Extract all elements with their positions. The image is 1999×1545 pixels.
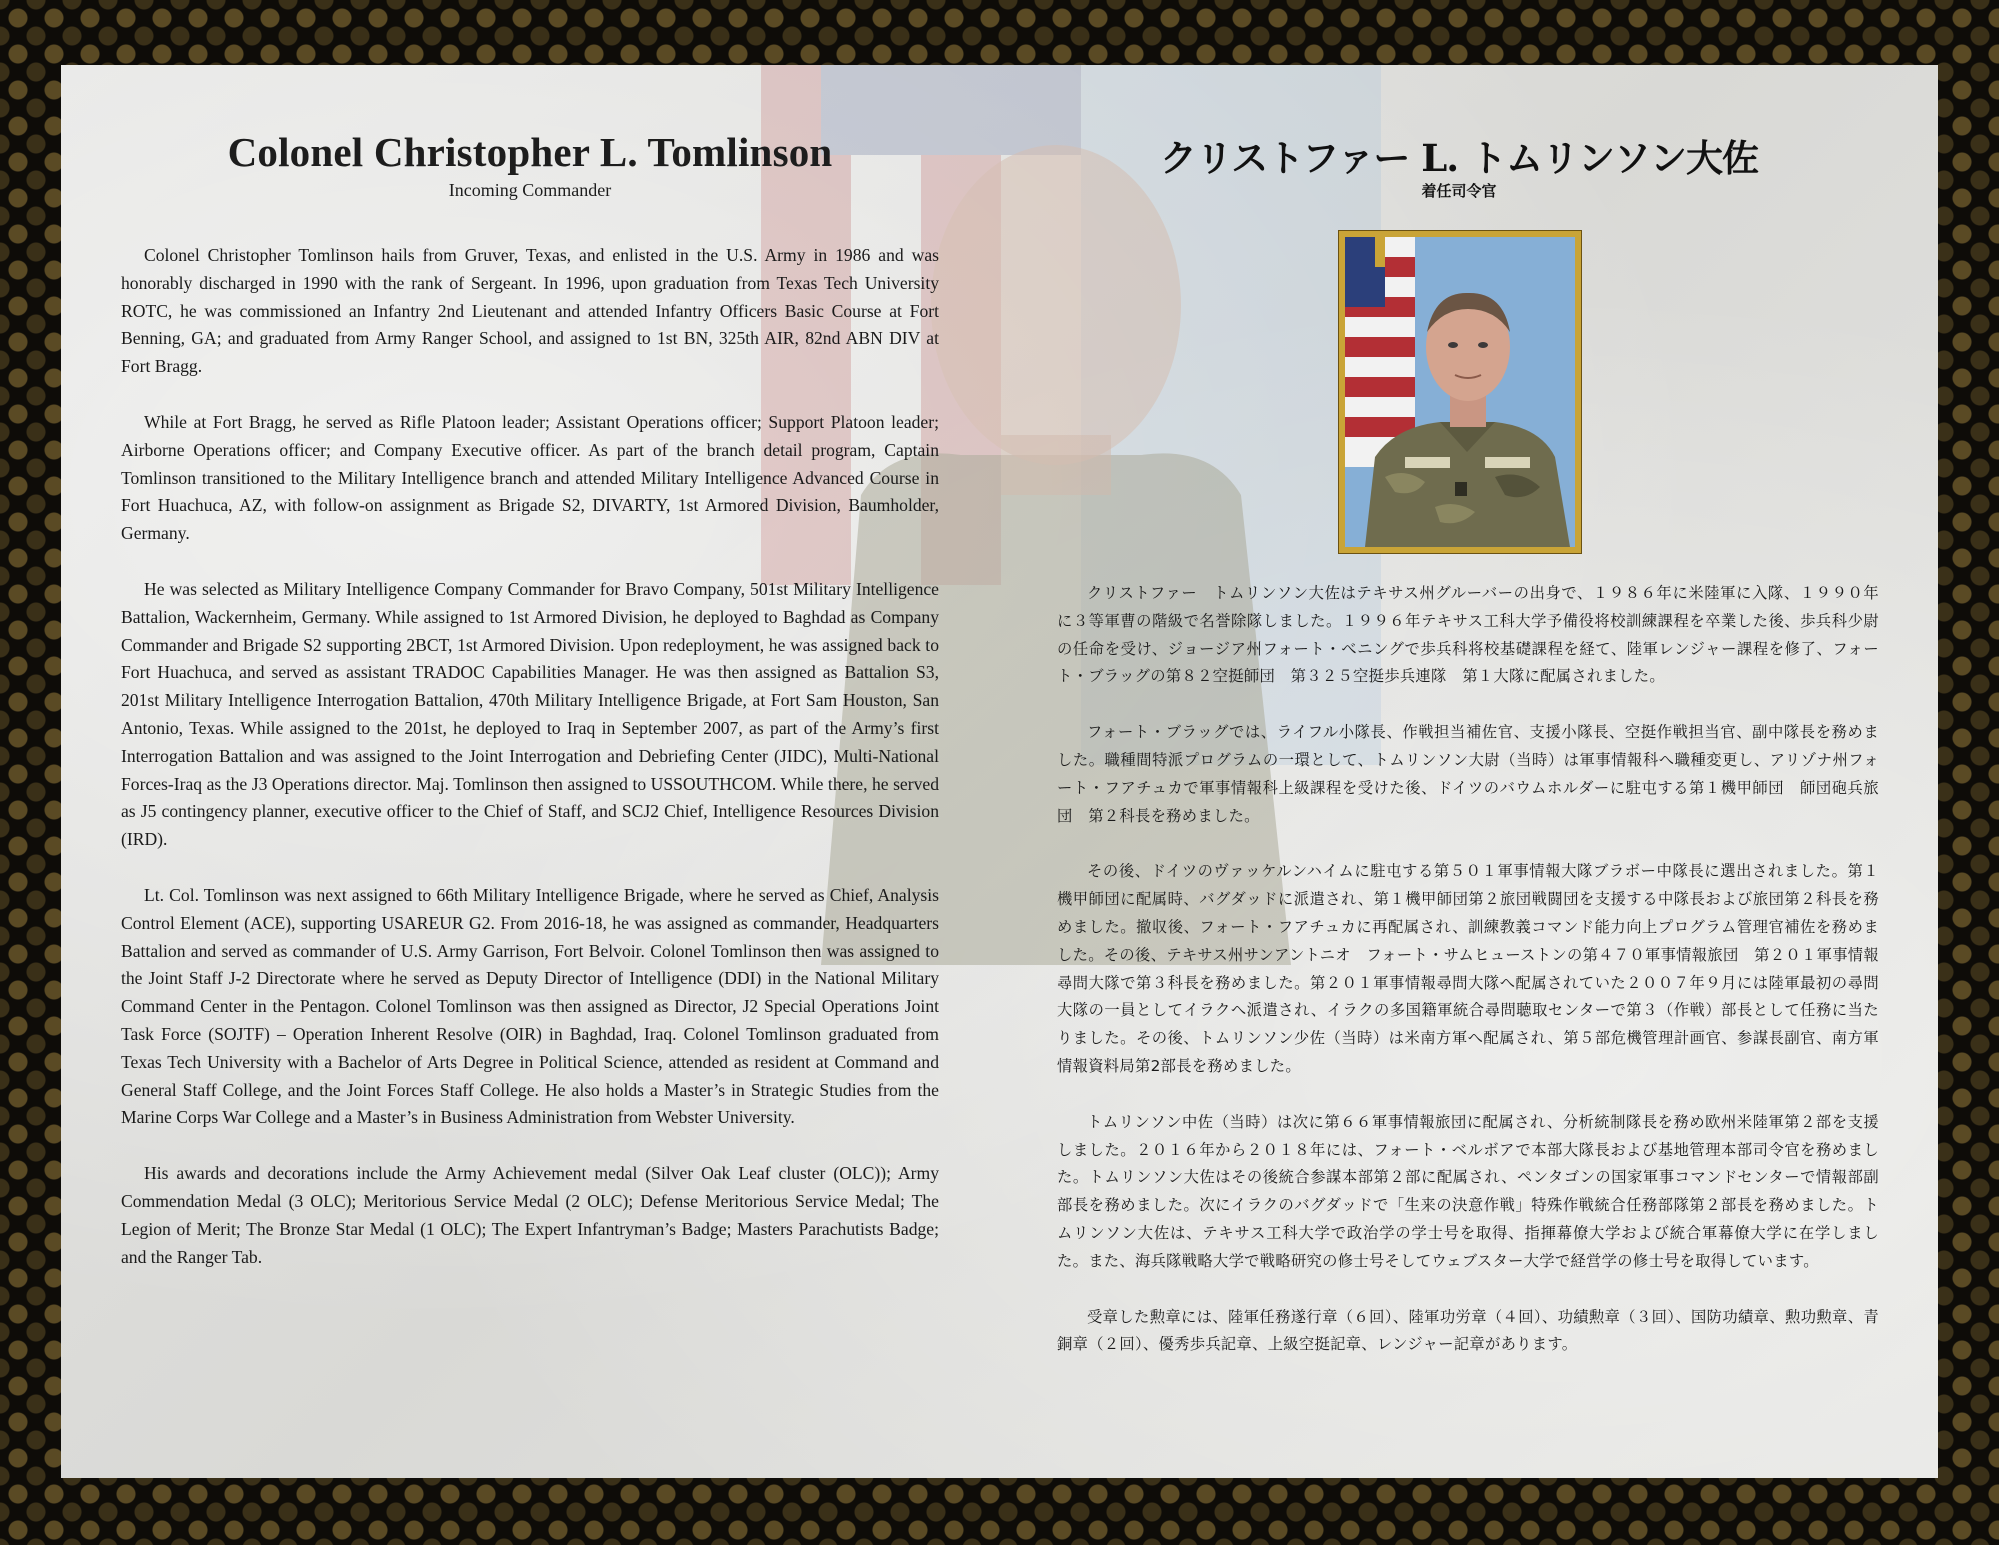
english-role-subtitle: Incoming Commander — [448, 180, 612, 200]
japanese-paragraph-3: その後、ドイツのヴァッケルンハイムに駐屯する第５０１軍事情報大隊ブラボー中隊長に選出されました。第１機甲師団に配属時、バグダッドに派遣され、第１機甲師団第２旅団戦闘団を支援する中隊長および旅団第２科長を務めました。撤収後、フォート・フアチュカに再配属され、訓練教義コマンド能力向上プログラム管理官補佐を務めました。その後、テキサス州サンアントニオ フォート・サムヒューストンの第４７０軍事情報旅団 第２０１軍事情報尋問大隊で第３科長を務めました。第２０１軍事情報尋問大隊へ配属されていた２００７年９月には陸軍最初の尋問大隊の一員としてイラクへ派遣され、イラクの多国籍軍統合尋問聴取センターで第３（作戦）部長として任務に当たりました。その後、トムリンソン少佐（当時）は米南方軍へ配属され、第５部危機管理計画官、参謀長副官、南方軍情報資料局第2部長を務めました。 — [1057, 862, 1879, 1075]
english-paragraph-3: He was selected as Military Intelligence Company Commander for Bravo Company, 501st Military Intelligence Battalion, Wackernheim, Germany. While assigned to 1st Armored Division, he deployed to Baghdad as Company Commander and Brigade S2 supporting 2BCT, 1st Armored Division. Upon redeployment, he was assigned back to Fort Huachuca, and served as assistant TRADOC Capabilities Manager. He was then assigned as Battalion S3, 201st Military Intelligence Interrogation Battalion, 470th Military Intelligence Brigade, at Fort Sam Houston, San Antonio, Texas. While assigned to the 201st, he deployed to Iraq in September 2007, as part of the Army’s first Interrogation Battalion and was assigned to the Joint Interrogation and Debriefing Center (JIDC), Multi-National Forces-Iraq as the J3 Operations director. Maj. Tomlinson then assigned to USSOUTHCOM. While there, he served as J5 contingency planner, executive officer to the Chief of Staff, and SCJ2 Chief, Intelligence Resources Division (IRD). — [121, 578, 939, 850]
portrait-image — [1345, 237, 1575, 547]
english-name-heading: Colonel Christopher L. Tomlinson — [227, 129, 833, 175]
english-paragraph-5: His awards and decorations include the Army Achievement medal (Silver Oak Leaf cluster (OLC)); Army Commendation Medal (3 OLC); Meritorious Service Medal (2 OLC); Defense Meritorious Service Medal; The Legion of Merit; The Bronze Star Medal (1 OLC); The Expert Infantryman’s Badge; Masters Parachutists Badge; and the Ranger Tab. — [121, 1163, 939, 1267]
paper-background — [61, 65, 1938, 1478]
english-paragraph-1: Colonel Christopher Tomlinson hails from Gruver, Texas, and enlisted in the U.S. Army in 1986 and was honorably discharged in 1990 with the rank of Sergeant. In 1996, upon graduation from Texas Tech University ROTC, he was commissioned an Infantry 2nd Lieutenant and attended Infantry Officers Basic Course at Fort Benning, GA; and graduated from Army Ranger School, and assigned to 1st BN, 325th AIR, 82nd ABN DIV at Fort Bragg. — [121, 245, 939, 377]
japanese-paragraph-2: フォート・ブラッグでは、ライフル小隊長、作戦担当補佐官、支援小隊長、空挺作戦担当官、副中隊長を務めました。職種間特派プログラムの一環として、トムリンソン大尉（当時）は軍事情報科へ職種変更し、アリゾナ州フォート・フアチュカで軍事情報科上級課程を受けた後、ドイツのバウムホルダーに駐屯する第１機甲師団 師団砲兵旅団 第２科長を務めました。 — [1057, 723, 1879, 825]
japanese-biography — [1057, 580, 1879, 1387]
official-portrait-photo — [1339, 231, 1581, 553]
japanese-paragraph-5: 受章した勲章には、陸軍任務遂行章（６回）、陸軍功労章（４回）、功績勲章（３回）、国防功績章、勲功勲章、青銅章（２回）、優秀歩兵記章、上級空挺記章、レンジャー記章があります。 — [1057, 1307, 1879, 1354]
japanese-paragraph-1: クリストファー トムリンソン大佐はテキサス州グルーバーの出身で、１９８６年に米陸軍に入隊、１９９０年に３等軍曹の階級で名誉除隊しました。１９９６年テキサス工科大学予備役将校訓練課程を卒業した後、歩兵科少尉の任命を受け、ジョージア州フォート・べニングで歩兵科将校基礎課程を経て、陸軍レンジャー課程を修了、フォート・ブラッグの第８２空挺師団 第３２５空挺歩兵連隊 第１大隊に配属されました。 — [1057, 584, 1879, 686]
english-paragraph-2: While at Fort Bragg, he served as Rifle Platoon leader; Assistant Operations officer; Support Platoon leader; Airborne Operations officer; and Company Executive officer. As part of the branch detail program, Captain Tomlinson transitioned to the Military Intelligence branch and attended Military Intelligence Advanced Course in Fort Huachuca, AZ, with follow-on assignment as Brigade S2, DIVARTY, 1st Armored Division, Baumholder, Germany. — [121, 411, 939, 544]
english-paragraph-4: Lt. Col. Tomlinson was next assigned to 66th Military Intelligence Brigade, where he served as Chief, Analysis Control Element (ACE), supporting USAREUR G2. From 2016-18, he was assigned as commander, Headquarters Battalion and served as commander of U.S. Army Garrison, Fort Belvoir. Colonel Tomlinson then was assigned to the Joint Staff J-2 Directorate where he served as Deputy Director of Intelligence (DDI) in the National Military Command Center in the Pentagon. Colonel Tomlinson was then assigned as Director, J2 Special Operations Joint Task Force (SOJTF) – Operation Inherent Resolve (OIR) in Baghdad, Iraq. Colonel Tomlinson graduated from Texas Tech University with a Bachelor of Arts Degree in Political Science, attended as resident at Command and General Staff College, and the Joint Forces Staff College. He also holds a Master’s in Strategic Studies from the Marine Corps War College and a Master’s in Business Administration from Webster University. — [121, 884, 939, 1128]
japanese-role-subtitle: 着任司令官 — [1421, 182, 1497, 200]
japanese-paragraph-4: トムリンソン中佐（当時）は次に第６６軍事情報旅団に配属され、分析統制隊長を務め欧州米陸軍第２部を支援しました。２０１６年から２０１８年には、フォート・ベルボアで本部大隊長および基地管理本部司令官を務めました。トムリンソン大佐はその後統合参謀本部第２部に配属され、ペンタゴンの国家軍事コマンドセンターで情報部副部長を務めました。次にイラクのバグダッドで「生来の決意作戦」特殊作戦統合任務部隊第２部長を務めました。トムリンソン大佐は、テキサス工科大学で政治学の学士号を取得、指揮幕僚大学および統合軍幕僚大学に在学しました。また、海兵隊戦略大学で戦略研究の修士号そしてウェブスター大学で経営学の修士号を取得しています。 — [1057, 1112, 1879, 1270]
english-biography — [121, 242, 939, 1299]
japanese-name-heading: クリストファー L. トムリンソン大佐 — [1159, 136, 1759, 180]
